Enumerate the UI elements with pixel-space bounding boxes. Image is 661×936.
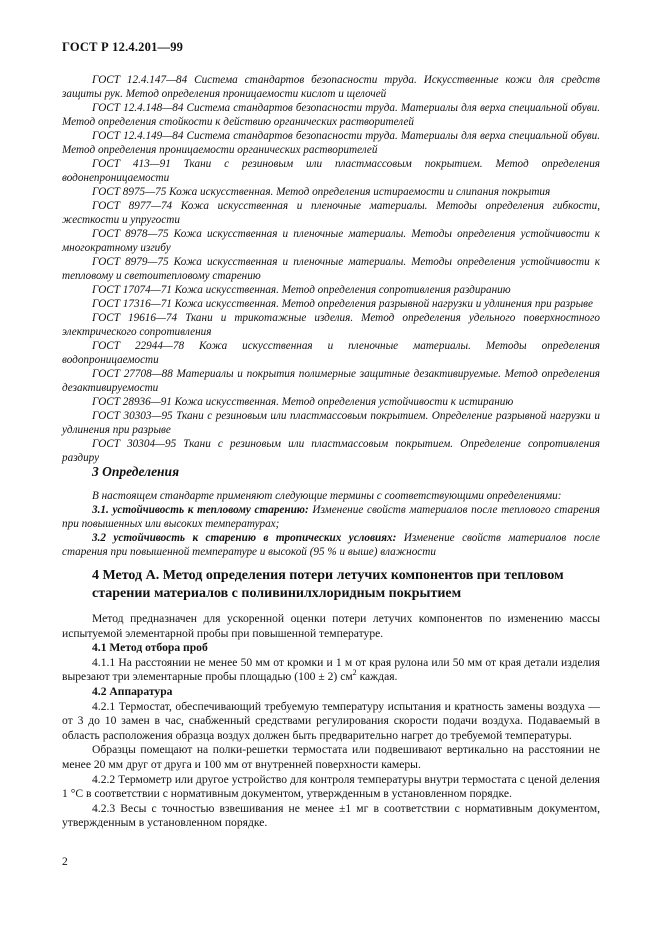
reference-item: ГОСТ 8975—75 Кожа искусственная. Метод определения истираемости и слипания покрытия	[92, 186, 551, 198]
definition-3-2	[62, 531, 600, 559]
reference-item: ГОСТ 27708—88 Материалы и покрытия полимерные защитные дезактивируемые. Метод определения дезактивируемости	[62, 368, 600, 394]
reference-item: ГОСТ 19616—74 Ткани и трикотажные изделия. Метод определения удельного поверхностного электрического сопротивления	[62, 312, 600, 338]
definitions-intro: В настоящем стандарте применяют следующие термины с соответствующими определениями:	[92, 490, 562, 502]
reference-item: ГОСТ 30303—95 Ткани с резиновым или пластмассовым покрытием. Определение разрывной нагрузки и удлинения при разрыве	[62, 410, 600, 436]
paragraph-4-1-1-text: 4.1.1 На расстоянии не менее 50 мм от кромки и 1 м от края рулона или 50 мм от края детали изделия вырезают три элементарные пробы площадью (100 ± 2) см	[62, 655, 600, 684]
reference-item: ГОСТ 17316—71 Кожа искусственная. Метод определения разрывной нагрузки и удлинения при разрыве	[92, 298, 594, 310]
definition-text: Изменение свойств материалов после теплового старения при повышенных или высоких температурах;	[62, 504, 600, 530]
subsection-4-1-heading: 4.1 Метод отбора проб	[92, 641, 208, 655]
document-header: ГОСТ Р 12.4.201—99	[62, 40, 184, 54]
reference-item: ГОСТ 28936—91 Кожа искусственная. Метод определения устойчивости к истиранию	[92, 396, 514, 408]
section-4-title	[92, 567, 612, 603]
section-4-title-line-1: 4 Метод А. Метод определения потери летучих компонентов при тепловом	[92, 568, 564, 583]
normative-references	[62, 73, 600, 465]
reference-item: ГОСТ 413—91 Ткани с резиновым или пластмассовым покрытием. Метод определения водонепроницаемости	[62, 158, 600, 184]
reference-item: ГОСТ 12.4.147—84 Система стандартов безопасности труда. Искусственные кожи для средств защиты рук. Метод определения проницаемости кислот и щелочей	[62, 74, 600, 100]
paragraph-4-1-1	[62, 656, 600, 685]
paragraph-4-2-2: 4.2.2 Термометр или другое устройство для контроля температуры внутри термостата с ценой деления 1 °С в соответствии с нормативным документом, утвержденным в установленном порядке.	[62, 772, 600, 801]
paragraph-4-2-1-cont: Образцы помещают на полки-решетки термостата или подвешивают вертикально на расстоянии не менее 20 мм друг от друга и 100 мм от внутренней поверхности камеры.	[62, 743, 600, 771]
definition-text: Изменение свойств материалов после старения при повышенной температуре и высокой (95 % и выше) влажности	[62, 532, 600, 558]
subsection-4-2-heading: 4.2 Аппаратура	[92, 684, 173, 698]
page-number: 2	[62, 856, 68, 868]
paragraph-4-1-1-end: каждая.	[356, 670, 398, 684]
reference-item: ГОСТ 22944—78 Кожа искусственная и пленочные материалы. Методы определения водопроницаемости	[62, 340, 600, 366]
reference-item: ГОСТ 12.4.149—84 Система стандартов безопасности труда. Материалы для верха специальной обуви. Метод определения проницаемости органических растворителей	[62, 130, 600, 156]
section-4-body	[62, 612, 600, 831]
definition-term: 3.2 устойчивость к старению в тропических условиях:	[92, 532, 397, 544]
reference-item: ГОСТ 12.4.148—84 Система стандартов безопасности труда. Материалы для верха специальной обуви. Метод определения стойкости к действию органических растворителей	[62, 102, 600, 128]
section-4-title-line-2: старении материалов с поливинилхлоридным покрытием	[92, 586, 462, 601]
superscript: 2	[352, 668, 357, 678]
paragraph-4-2-3: 4.2.3 Весы с точностью взвешивания не менее ±1 мг в соответствии с нормативным документом, утвержденным в установленном порядке.	[62, 801, 600, 830]
definition-term: 3.1. устойчивость к тепловому старению:	[92, 504, 309, 516]
reference-item: ГОСТ 8978—75 Кожа искусственная и пленочные материалы. Методы определения устойчивости к многократному изгибу	[62, 228, 600, 254]
definition-3-1	[62, 503, 600, 531]
paragraph-4-2-1: 4.2.1 Термостат, обеспечивающий требуемую температуру испытания и кратность замены воздуха — от 3 до 10 замен в час, снабженный средствами регулирования скорости подачи воздуха. Подаваемый в область расположения образца воздух должен быть предварительно нагрет до требуемой температуры.	[62, 699, 600, 742]
reference-item: ГОСТ 8977—74 Кожа искусственная и пленочные материалы. Методы определения гибкости, жесткости и упругости	[62, 200, 600, 226]
reference-item: ГОСТ 17074—71 Кожа искусственная. Метод определения сопротивления раздиранию	[92, 284, 511, 296]
reference-item: ГОСТ 30304—95 Ткани с резиновым или пластмассовым покрытием. Определение сопротивления раздиру	[62, 438, 600, 464]
section-3-title: 3 Определения	[92, 464, 180, 479]
definitions	[62, 489, 600, 559]
method-intro: Метод предназначен для ускоренной оценки потери летучих компонентов по изменению массы испытуемой элементарной пробы при повышенной температуре.	[62, 612, 600, 640]
reference-item: ГОСТ 8979—75 Кожа искусственная и пленочные материалы. Методы определения устойчивости к тепловому и светоитепловому старению	[62, 256, 600, 282]
